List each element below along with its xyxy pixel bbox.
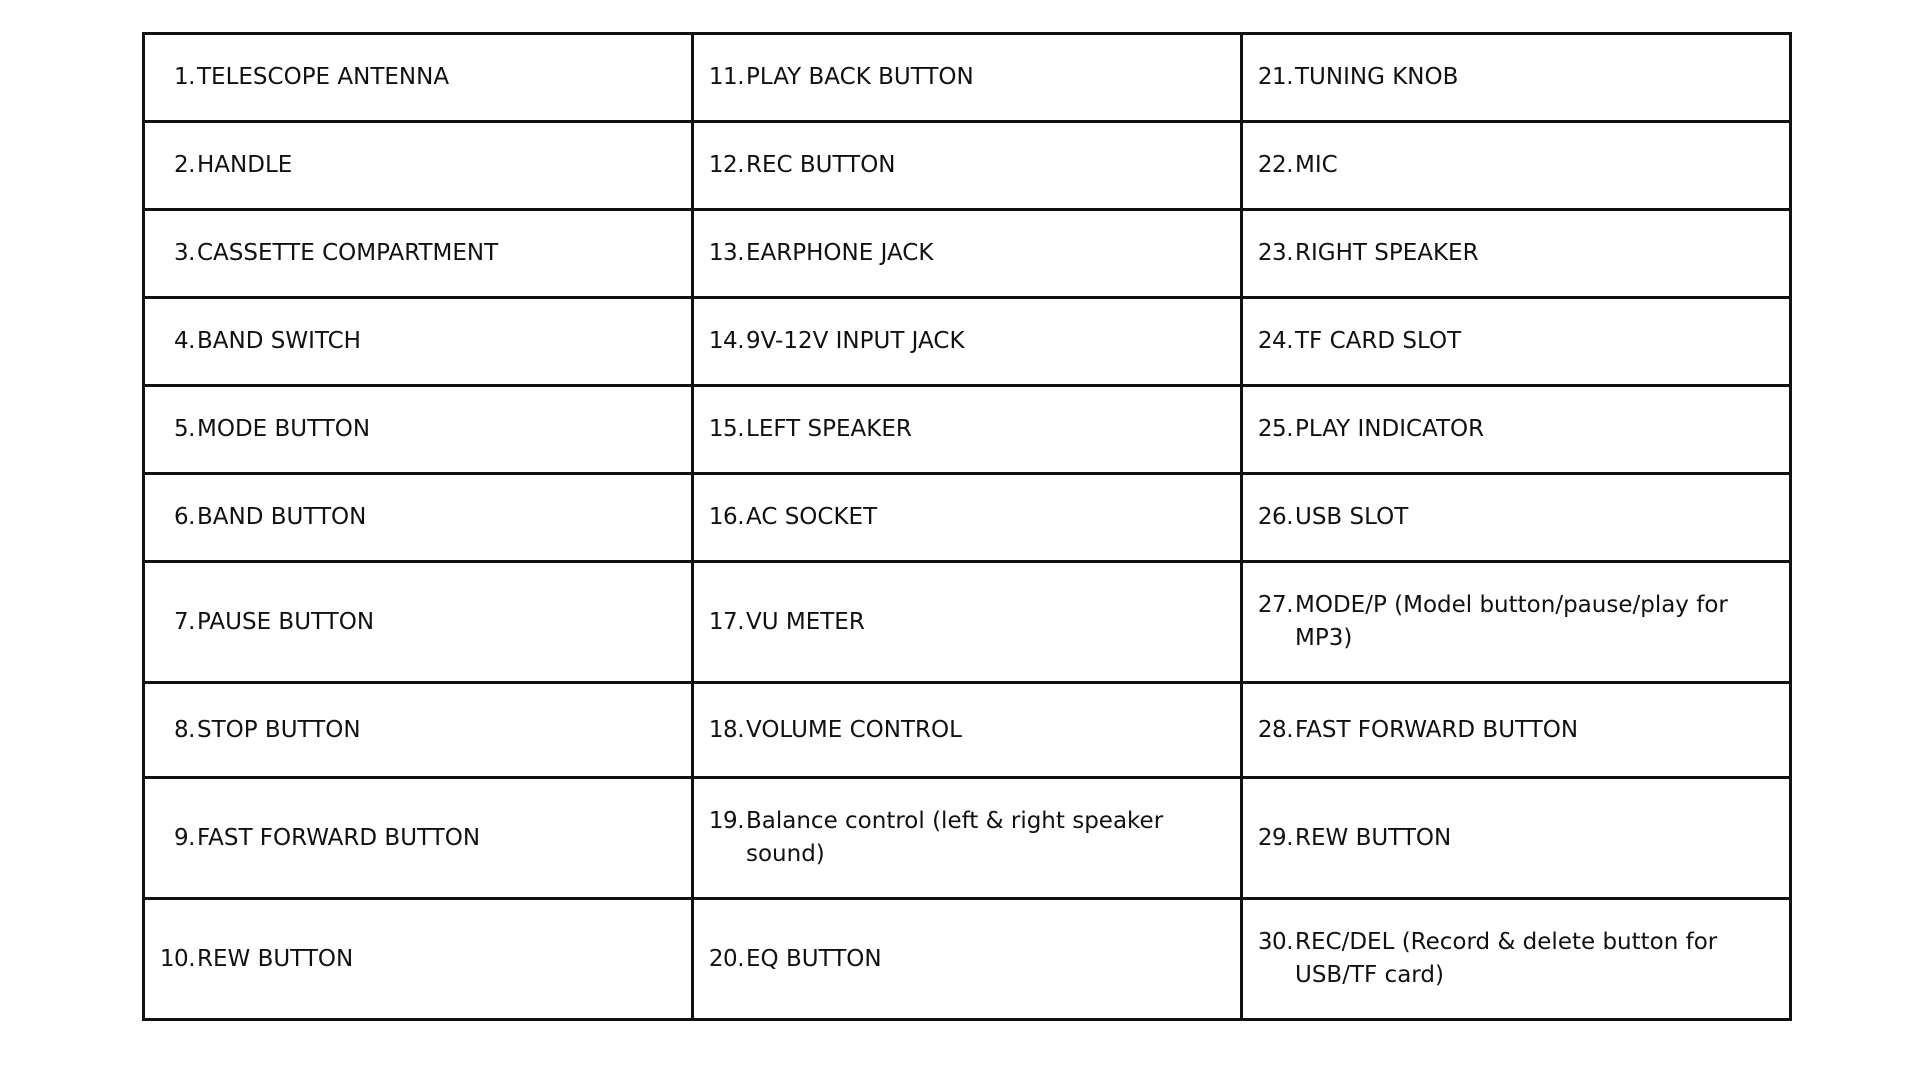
item-number: 19. bbox=[708, 808, 744, 834]
table-cell bbox=[144, 122, 693, 210]
item-number: 30. bbox=[1257, 929, 1293, 955]
item-number: 27. bbox=[1257, 592, 1293, 618]
table-cell bbox=[144, 683, 693, 778]
item-number: 16. bbox=[708, 504, 744, 530]
item-label: MIC bbox=[1295, 152, 1338, 178]
item-label: PAUSE BUTTON bbox=[197, 608, 375, 635]
table-cell bbox=[693, 386, 1242, 474]
item-label: PLAY INDICATOR bbox=[1295, 416, 1485, 442]
table-cell bbox=[144, 298, 693, 386]
item-number: 24. bbox=[1257, 328, 1293, 354]
table-row bbox=[144, 210, 1791, 298]
table-cell bbox=[144, 386, 693, 474]
item-number: 26. bbox=[1257, 504, 1293, 530]
table-cell bbox=[693, 34, 1242, 122]
item-label: MODE BUTTON bbox=[197, 416, 371, 442]
item-label: EARPHONE JACK bbox=[746, 240, 934, 266]
item-number: 22. bbox=[1257, 152, 1293, 178]
item-number: 15. bbox=[708, 416, 744, 442]
table-cell bbox=[1242, 386, 1791, 474]
table-row bbox=[144, 122, 1791, 210]
table-cell bbox=[144, 778, 693, 899]
parts-table bbox=[142, 32, 1792, 1021]
table-cell bbox=[693, 210, 1242, 298]
item-label: REW BUTTON bbox=[197, 945, 354, 972]
item-label: STOP BUTTON bbox=[197, 716, 361, 743]
item-label: AC SOCKET bbox=[746, 504, 878, 530]
table-cell bbox=[144, 474, 693, 562]
item-label: BAND SWITCH bbox=[197, 328, 361, 354]
table-cell bbox=[144, 899, 693, 1020]
table-cell bbox=[693, 778, 1242, 899]
item-number: 28. bbox=[1257, 716, 1293, 743]
item-label: CASSETTE COMPARTMENT bbox=[197, 240, 499, 266]
item-label: 9V-12V INPUT JACK bbox=[746, 328, 965, 354]
item-number: 11. bbox=[708, 64, 744, 90]
item-label: TELESCOPE ANTENNA bbox=[197, 64, 450, 90]
table-row bbox=[144, 386, 1791, 474]
item-label: PLAY BACK BUTTON bbox=[746, 64, 974, 90]
item-number: 3. bbox=[174, 240, 195, 266]
table-row bbox=[144, 899, 1791, 1020]
table-cell bbox=[1242, 474, 1791, 562]
item-number: 23. bbox=[1257, 240, 1293, 266]
item-number: 17. bbox=[708, 608, 744, 635]
item-label: USB SLOT bbox=[1295, 504, 1409, 530]
item-label: BAND BUTTON bbox=[197, 504, 367, 530]
item-number: 5. bbox=[174, 416, 195, 442]
item-label: VU METER bbox=[746, 608, 865, 635]
item-number: 25. bbox=[1257, 416, 1293, 442]
item-label: REC/DEL (Record & delete button for USB/TF card) bbox=[1295, 929, 1718, 988]
table-row bbox=[144, 34, 1791, 122]
item-label: Balance control (left & right speaker sound) bbox=[746, 808, 1164, 867]
table-cell bbox=[693, 122, 1242, 210]
item-label: REC BUTTON bbox=[746, 152, 896, 178]
table-row bbox=[144, 778, 1791, 899]
table-cell bbox=[693, 298, 1242, 386]
table-cell bbox=[144, 210, 693, 298]
item-label: TF CARD SLOT bbox=[1295, 328, 1462, 354]
table-cell bbox=[1242, 298, 1791, 386]
item-label: RIGHT SPEAKER bbox=[1295, 240, 1479, 266]
table-row bbox=[144, 562, 1791, 683]
item-number: 10. bbox=[159, 945, 195, 972]
item-number: 7. bbox=[174, 608, 195, 635]
item-number: 2. bbox=[174, 152, 195, 178]
item-number: 1. bbox=[174, 64, 195, 90]
table-cell bbox=[1242, 562, 1791, 683]
item-number: 29. bbox=[1257, 824, 1293, 851]
table-cell bbox=[1242, 210, 1791, 298]
item-label: TUNING KNOB bbox=[1295, 64, 1459, 90]
item-label: REW BUTTON bbox=[1295, 824, 1452, 851]
item-number: 9. bbox=[174, 824, 195, 851]
item-number: 13. bbox=[708, 240, 744, 266]
item-label: EQ BUTTON bbox=[746, 945, 882, 972]
table-cell bbox=[1242, 683, 1791, 778]
table-cell bbox=[693, 899, 1242, 1020]
item-label: MODE/P (Model button/pause/play for MP3) bbox=[1295, 592, 1728, 651]
table-row bbox=[144, 474, 1791, 562]
item-number: 14. bbox=[708, 328, 744, 354]
item-label: FAST FORWARD BUTTON bbox=[197, 824, 481, 851]
table-cell bbox=[693, 562, 1242, 683]
item-number: 8. bbox=[174, 716, 195, 743]
table-row bbox=[144, 683, 1791, 778]
item-number: 12. bbox=[708, 152, 744, 178]
item-number: 6. bbox=[174, 504, 195, 530]
table-row bbox=[144, 298, 1791, 386]
table-cell bbox=[1242, 122, 1791, 210]
table-cell bbox=[1242, 778, 1791, 899]
item-label: HANDLE bbox=[197, 152, 293, 178]
table-cell bbox=[693, 474, 1242, 562]
item-number: 18. bbox=[708, 716, 744, 743]
item-label: VOLUME CONTROL bbox=[746, 716, 962, 743]
item-number: 4. bbox=[174, 328, 195, 354]
item-number: 21. bbox=[1257, 64, 1293, 90]
table-cell bbox=[693, 683, 1242, 778]
table-cell bbox=[144, 34, 693, 122]
table-cell bbox=[1242, 899, 1791, 1020]
table-cell bbox=[144, 562, 693, 683]
item-label: LEFT SPEAKER bbox=[746, 416, 912, 442]
item-number: 20. bbox=[708, 945, 744, 972]
table-cell bbox=[1242, 34, 1791, 122]
item-label: FAST FORWARD BUTTON bbox=[1295, 716, 1579, 743]
